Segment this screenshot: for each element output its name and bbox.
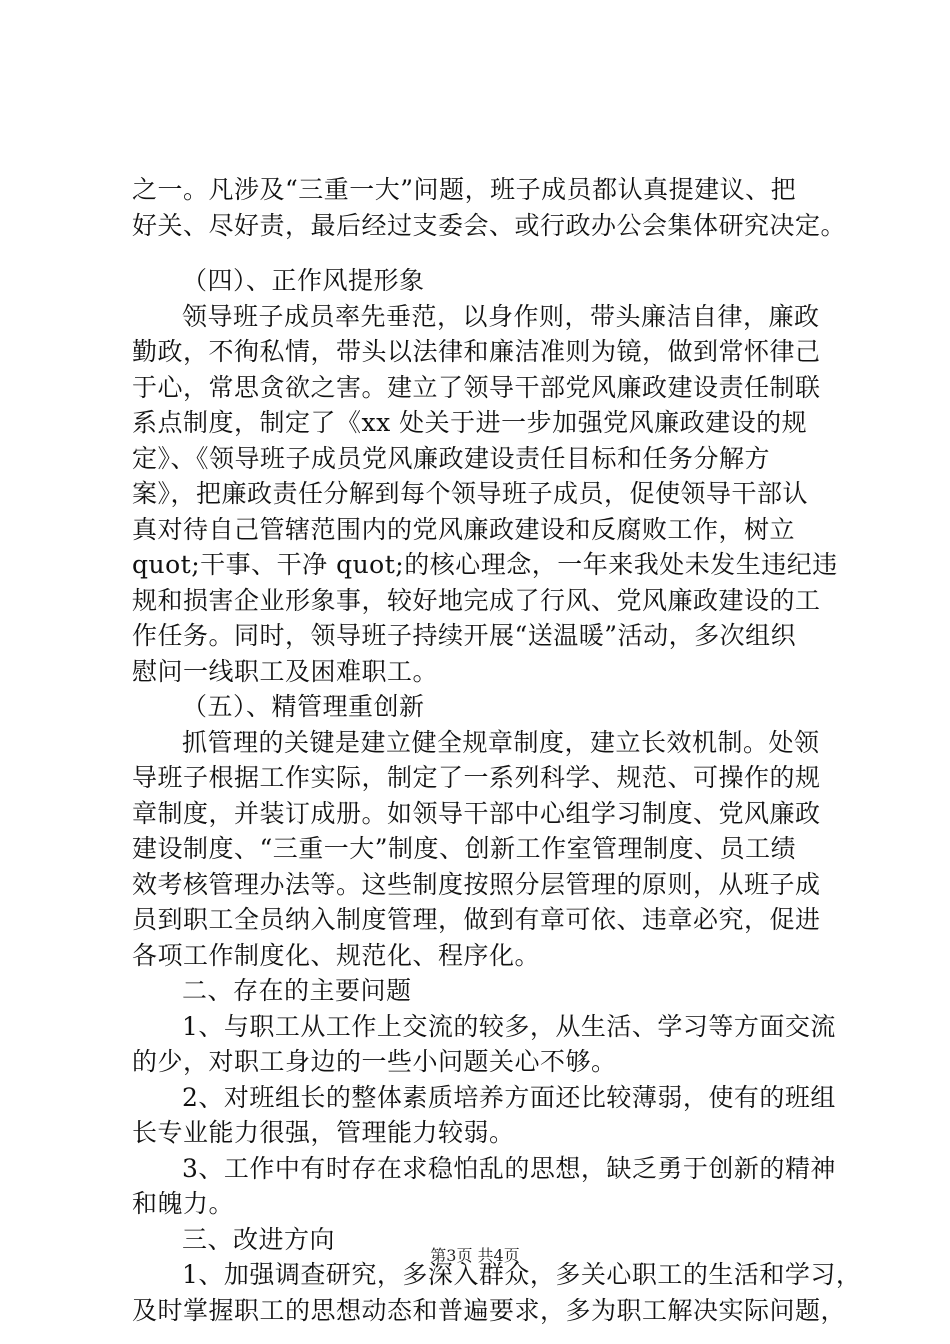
- paragraph-line: quot;干事、干净 quot;的核心理念，一年来我处未发生违纪违: [132, 550, 838, 579]
- paragraph-line: 好关、尽好责，最后经过支委会、或行政办公会集体研究决定。: [132, 210, 847, 240]
- paragraph-line: 各项工作制度化、规范化、程序化。: [132, 940, 541, 970]
- paragraph-line: 规和损害企业形象事，较好地完成了行风、党风廉政建设的工: [132, 585, 821, 615]
- paragraph-line: 员到职工全员纳入制度管理，做到有章可依、违章必究，促进: [132, 905, 821, 934]
- list-item: 2、对班组长的整体素质培养方面还比较薄弱，使有的班组: [182, 1082, 836, 1112]
- section-heading: 二、存在的主要问题: [182, 976, 412, 1005]
- section-heading: 三、改进方向: [182, 1224, 336, 1254]
- section-heading: （四）、正作风提形象: [182, 266, 425, 295]
- paragraph-line: 导班子根据工作实际，制定了一系列科学、规范、可操作的规: [132, 763, 821, 792]
- paragraph-line: 和魄力。: [132, 1189, 235, 1218]
- paragraph-line: 抓管理的关键是建立健全规章制度，建立长效机制。处领: [182, 727, 820, 757]
- paragraph-line: 建设制度、“三重一大”制度、创新工作室管理制度、员工绩: [132, 834, 797, 863]
- paragraph-line: 勤政，不徇私情，带头以法律和廉洁准则为镜，做到常怀律己: [132, 337, 821, 366]
- paragraph-line: 慰问一线职工及困难职工。: [132, 656, 439, 686]
- paragraph-line: 定》、《领导班子成员党风廉政建设责任目标和任务分解方: [132, 443, 771, 473]
- paragraph-line: 之一。凡涉及“三重一大”问题，班子成员都认真提建议、把: [132, 175, 797, 204]
- paragraph-line: 的少，对职工身边的一些小问题关心不够。: [132, 1047, 617, 1076]
- page-footer: 第3页 共4页: [430, 1246, 520, 1265]
- list-item: 1、与职工从工作上交流的较多，从生活、学习等方面交流: [182, 1011, 836, 1041]
- paragraph-line: 领导班子成员率先垂范，以身作则，带头廉洁自律，廉政: [182, 301, 820, 331]
- section-heading: （五）、精管理重创新: [182, 692, 425, 721]
- paragraph-line: 于心，常思贪欲之害。建立了领导干部党风廉政建设责任制联: [132, 372, 821, 402]
- paragraph-line: 系点制度，制定了《xx 处关于进一步加强党风廉政建设的规: [132, 408, 808, 437]
- paragraph-line: 作任务。同时，领导班子持续开展“送温暖”活动，多次组织: [132, 621, 797, 650]
- list-item: 1、加强调查研究，多深入群众，多关心职工的生活和学习，: [182, 1260, 862, 1289]
- paragraph-line: 真对待自己管辖范围内的党风廉政建设和反腐败工作，树立: [132, 514, 796, 544]
- paragraph-line: 及时掌握职工的思想动态和普遍要求，多为职工解决实际问题，: [132, 1295, 847, 1325]
- paragraph-line: 效考核管理办法等。这些制度按照分层管理的原则，从班子成: [132, 869, 821, 899]
- paragraph-line: 案》，把廉政责任分解到每个领导班子成员，促使领导干部认: [132, 479, 809, 508]
- paragraph-line: 长专业能力很强，管理能力较弱。: [132, 1118, 515, 1147]
- paragraph-line: 章制度，并装订成册。如领导干部中心组学习制度、党风廉政: [132, 798, 821, 828]
- list-item: 3、工作中有时存在求稳怕乱的思想，缺乏勇于创新的精神: [182, 1153, 836, 1183]
